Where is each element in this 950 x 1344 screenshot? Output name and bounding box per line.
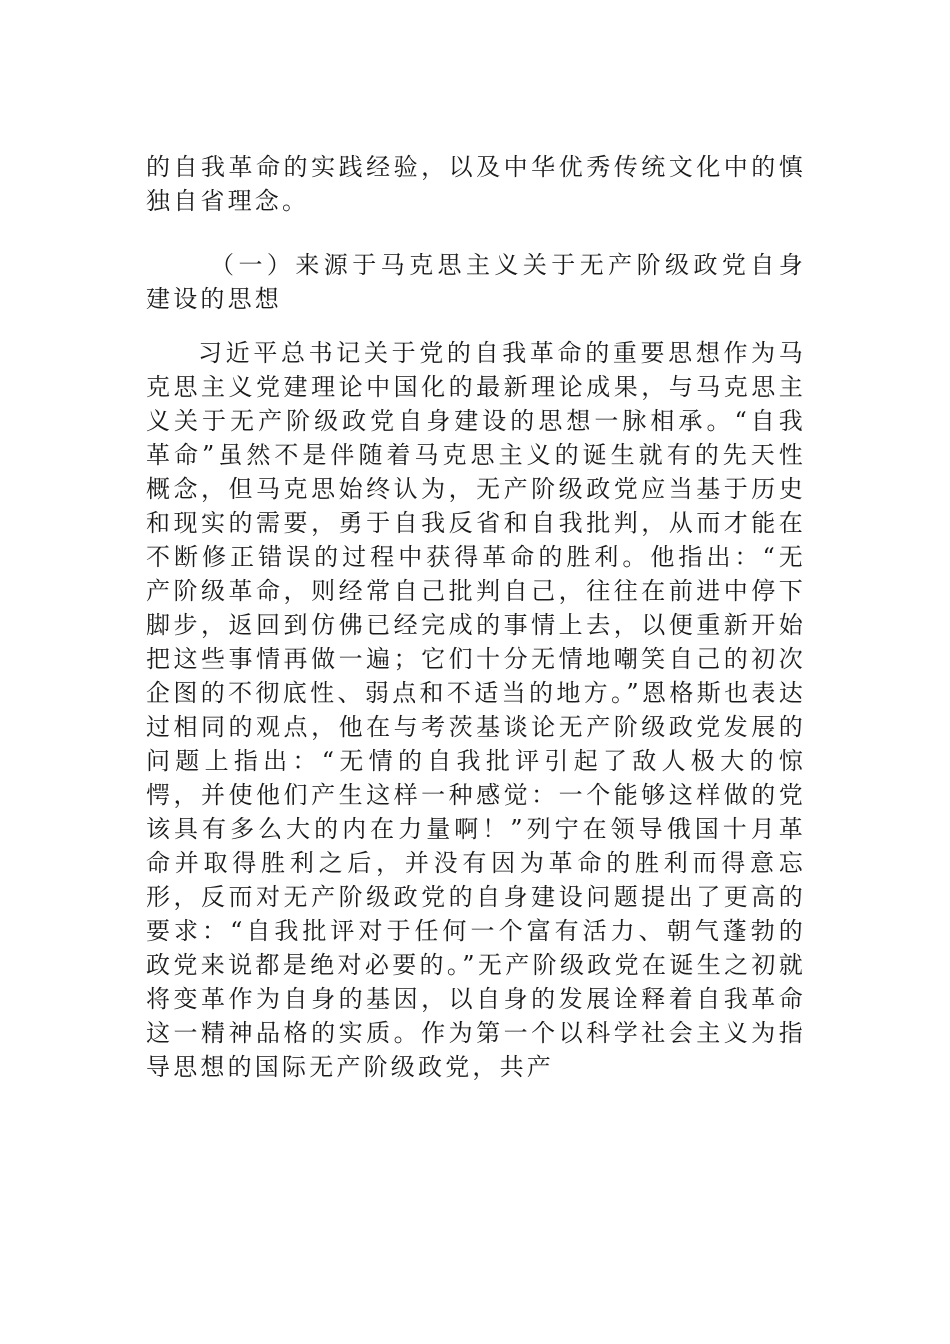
section-heading: （一）来源于马克思主义关于无产阶级政党自身建设的思想 xyxy=(146,251,806,313)
body-paragraph: 习近平总书记关于党的自我革命的重要思想作为马克思主义党建理论中国化的最新理论成果，与马克思主义关于无产阶级政党自身建设的思想一脉相承。“自我革命”虽然不是伴随着马克思主义的诞生就有的先天性概念，但马克思始终认为，无产阶级政党应当基于历史和现实的需要，勇于自我反省和自我批判，从而才能在不断修正错误的过程中获得革命的胜利。他指出：“无产阶级革命，则经常自己批判自己，往往在前进中停下脚步，返回到仿佛已经完成的事情上去，以便重新开始把这些事情再做一遍；它们十分无情地嘲笑自己的初次企图的不彻底性、弱点和不适当的地方。”恩格斯也表达过相同的观点，他在与考茨基谈论无产阶级政党发展的问题上指出：“无情的自我批评引起了敌人极大的惊愕，并使他们产生这样一种感觉：一个能够这样做的党该具有多么大的内在力量啊！”列宁在领导俄国十月革命并取得胜利之后，并没有因为革命的胜利而得意忘形，反而对无产阶级政党的自身建设问题提出了更高的要求：“自我批评对于任何一个富有活力、朝气蓬勃的政党来说都是绝对必要的。”无产阶级政党在诞生之初就将变革作为自身的基因，以自身的发展诠释着自我革命这一精神品格的实质。作为第一个以科学社会主义为指导思想的国际无产阶级政党，共产 xyxy=(146,339,806,1081)
continuation-paragraph: 的自我革命的实践经验，以及中华优秀传统文化中的慎独自省理念。 xyxy=(146,153,806,215)
